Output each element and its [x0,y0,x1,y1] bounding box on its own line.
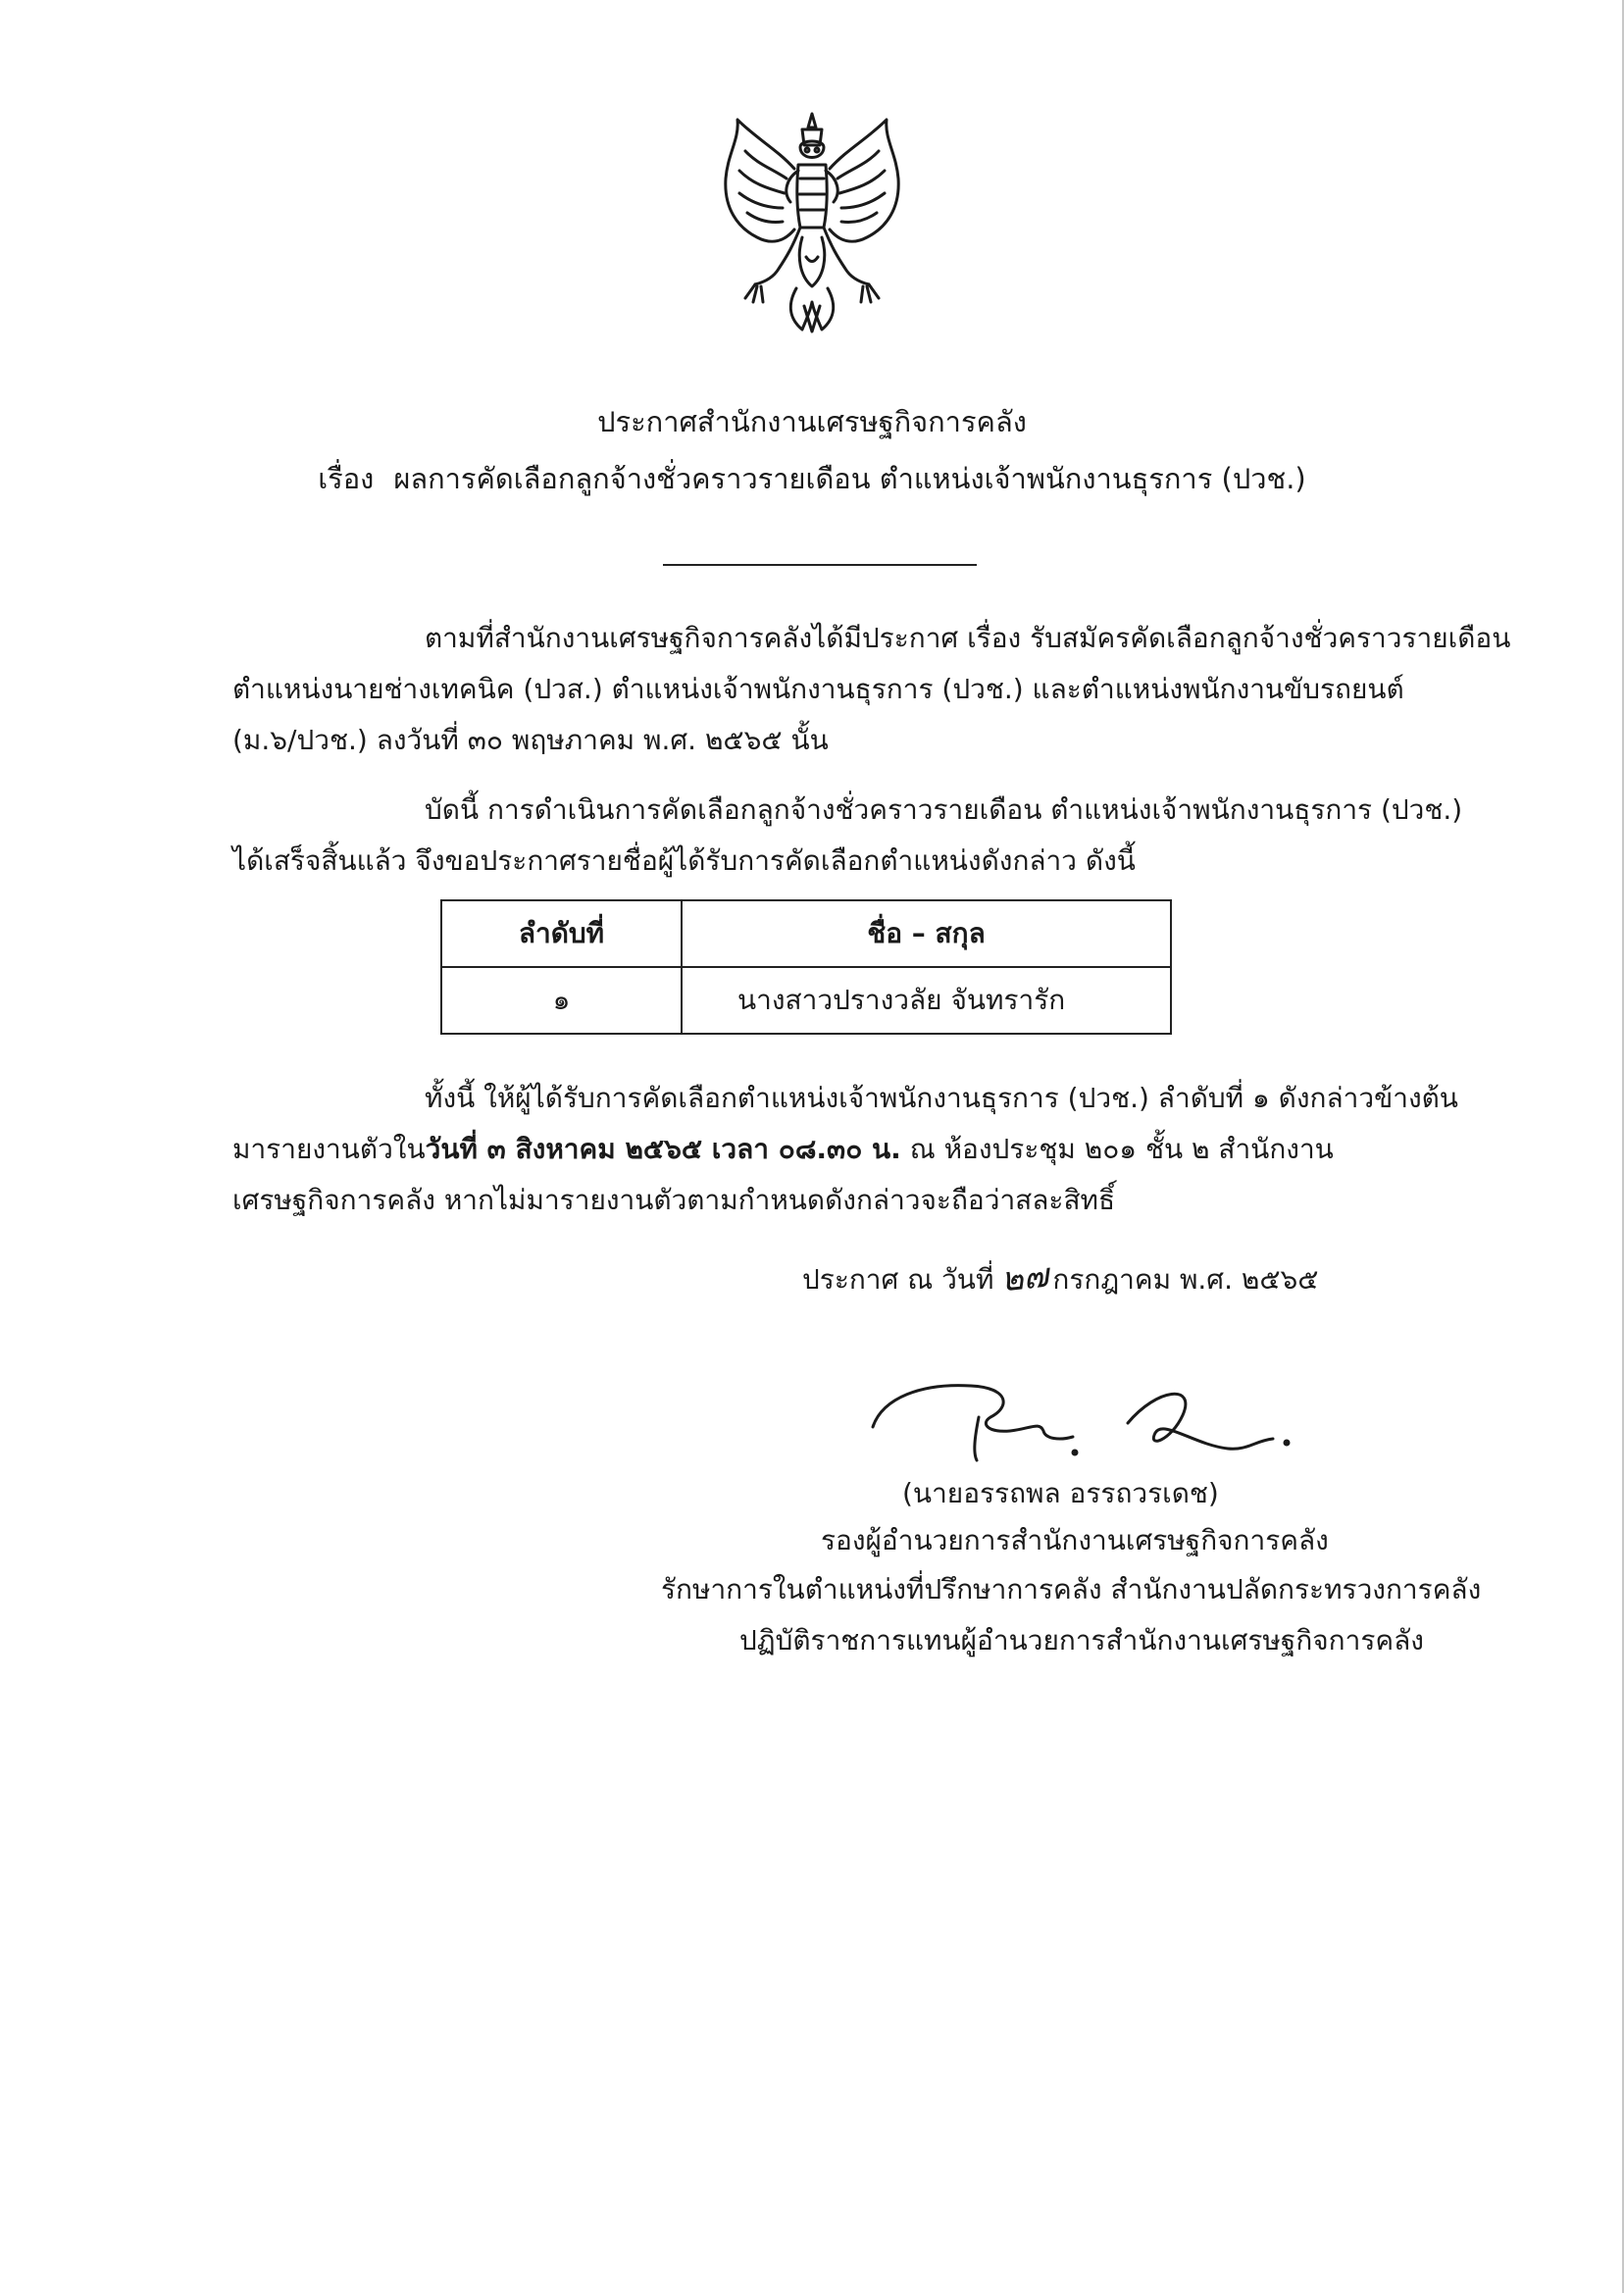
handwritten-day: ๒๗ [999,1255,1051,1300]
signatory-position-3: ปฏิบัติราชการแทนผู้อำนวยการสำนักงานเศรษฐกิจการคลัง [739,1624,1424,1656]
selected-candidates-table [440,899,1172,1035]
paragraph-1-line-3: (ม.๖/ปวช.) ลงวันที่ ๓๐ พฤษภาคม พ.ศ. ๒๕๖๕ นั้น [232,724,829,756]
column-header-name: ชื่อ – สกุล [682,900,1171,967]
column-header-order: ลำดับที่ [441,900,682,967]
subject-label: เรื่อง [318,462,375,495]
paragraph-3-line-1: ทั้งนี้ ให้ผู้ได้รับการคัดเลือกตำแหน่งเจ้าพนักงานธุรการ (ปวช.) ลำดับที่ ๑ ดังกล่าวข้างต้น [425,1082,1458,1114]
garuda-emblem [718,110,906,337]
title-divider [663,564,977,566]
paragraph-1 [232,613,1511,766]
paragraph-2-line-1: บัดนี้ การดำเนินการคัดเลือกลูกจ้างชั่วคราวรายเดือน ตำแหน่งเจ้าพนักงานธุรการ (ปวช.) [425,793,1463,826]
date-prefix: ประกาศ ณ วันที่ [802,1263,994,1296]
cell-order: ๑ [441,967,682,1034]
paragraph-3-line-2 [232,1124,1464,1175]
table-header-row [441,900,1171,967]
signatory-name: (นายอรรถพล อรรถวรเดช) [902,1477,1219,1509]
paragraph-2-line-2: ได้เสร็จสิ้นแล้ว จึงขอประกาศรายชื่อผู้ได้รับการคัดเลือกตำแหน่งดังกล่าว ดังนี้ [232,844,1136,877]
signatory-position-2: รักษาการในตำแหน่งที่ปรึกษาการคลัง สำนักงานปลัดกระทรวงการคลัง [661,1573,1482,1605]
paragraph-3-line-3: เศรษฐกิจการคลัง หากไม่มารายงานตัวตามกำหนดดังกล่าวจะถือว่าสละสิทธิ์ [232,1184,1116,1216]
date-suffix: กรกฎาคม พ.ศ. ๒๕๖๕ [1052,1263,1319,1296]
report-datetime: วันที่ ๓ สิงหาคม ๒๕๖๕ เวลา ๐๘.๓๐ น. [425,1133,901,1165]
announcement-date [802,1252,1319,1305]
subject-text: ผลการคัดเลือกลูกจ้างชั่วคราวรายเดือน ตำแหน่งเจ้าพนักงานธุรการ (ปวช.) [393,462,1306,495]
table-row [441,967,1171,1034]
report-intro: มารายงานตัวใน [232,1133,426,1165]
paragraph-1-line-2: ตำแหน่งนายช่างเทคนิค (ปวส.) ตำแหน่งเจ้าพนักงานธุรการ (ปวช.) และตำแหน่งพนักงานขับรถยนต์ [232,673,1404,705]
announcement-subject [0,459,1624,498]
paragraph-3 [232,1073,1464,1226]
paragraph-2 [232,785,1464,887]
signatory-position-1: รองผู้อำนวยการสำนักงานเศรษฐกิจการคลัง [821,1524,1329,1556]
cell-name: นางสาวปรางวลัย จันทรารัก [682,967,1171,1034]
report-location: ณ ห้องประชุม ๒๐๑ ชั้น ๒ สำนักงาน [900,1133,1334,1165]
handwritten-signature [863,1358,1294,1476]
paragraph-1-line-1: ตามที่สำนักงานเศรษฐกิจการคลังได้มีประกาศ เรื่อง รับสมัครคัดเลือกลูกจ้างชั่วคราวรายเดือน [425,622,1511,654]
announcement-title: ประกาศสำนักงานเศรษฐกิจการคลัง [597,405,1027,438]
